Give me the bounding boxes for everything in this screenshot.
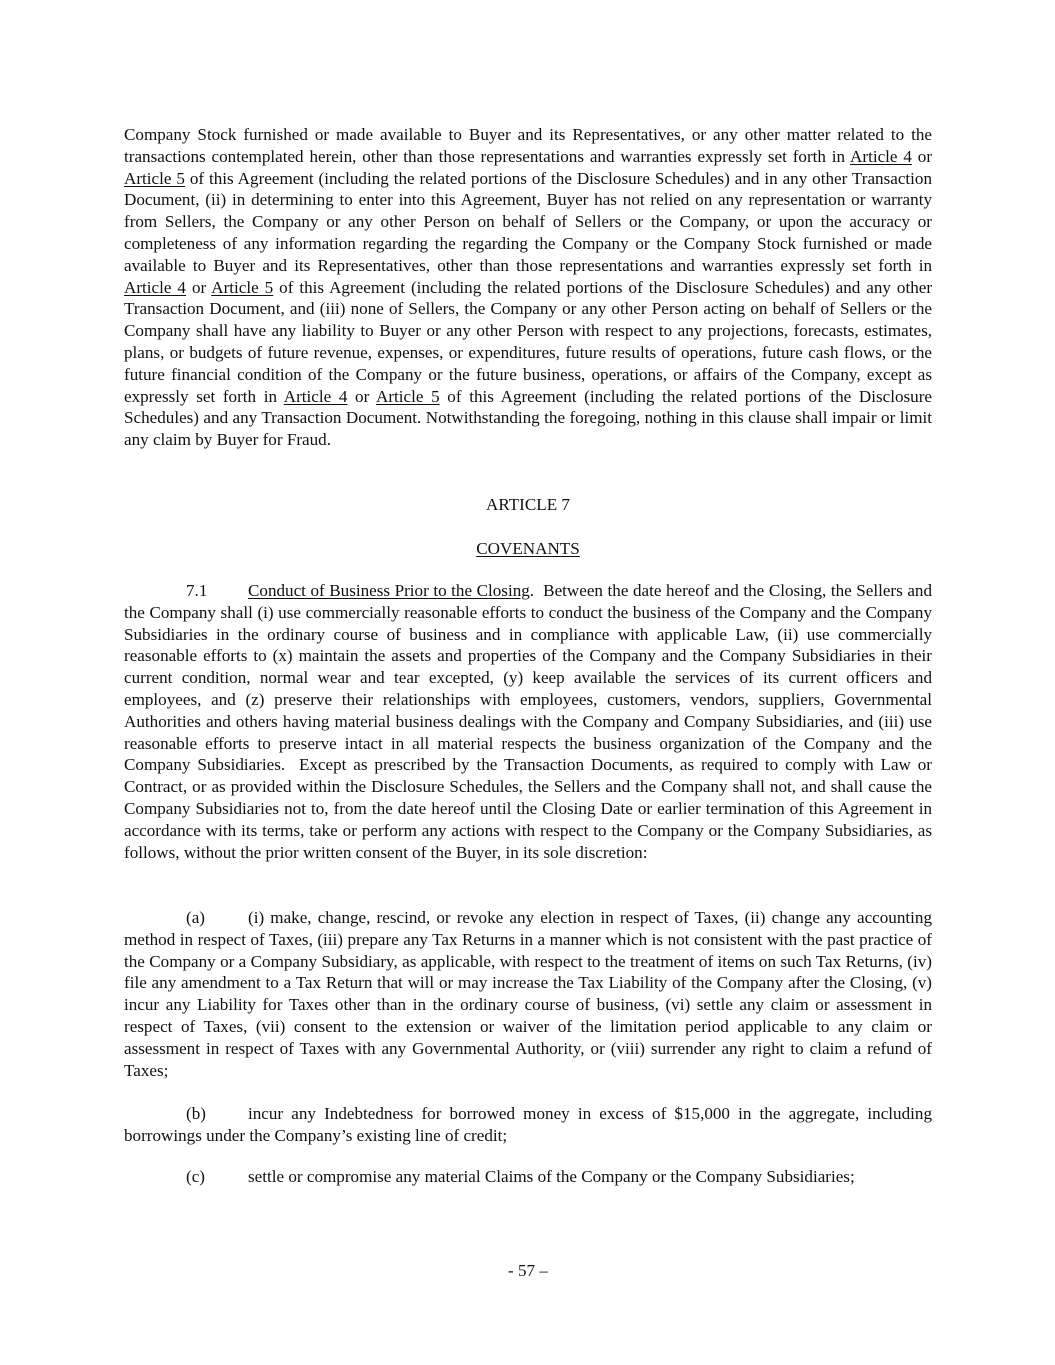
article-number: ARTICLE 7 <box>486 495 570 514</box>
heading-period: . <box>529 581 535 600</box>
article-5-reference: Article 5 <box>376 386 440 406</box>
section-body: Between the date hereof and the Closing, the Sellers and the Company shall (i) use commercially reasonable efforts to conduct the business of the Company and the Company Subsidiaries in the ordinary course of business and in compliance with applicable Law, (ii) use commercially reasonable efforts to (x) maintain the assets and properties of the Company and the Company Subsidiaries in their current condition, normal wear and tear excepted, (y) keep available the services of its current officers and employees, and (z) preserve their relationships with employees, customers, vendors, suppliers, Governmental Authorities and others having material business dealings with the Company and Company Subsidiaries, and (iii) use reasonable efforts to preserve intact in all material respects the business organization of the Company and the Company Subsidiaries. Except as prescribed by the Transaction Documents, as required to comply with Law or Contract, or as provided within the Disclosure Schedules, the Sellers and the Company shall not, and shall cause the Company Subsidiaries not to, from the date hereof until the Closing Date or earlier termination of this Agreement in accordance with its terms, take or perform any actions with respect to the Company or the Company Subsidiaries, as follows, without the prior written consent of the Buyer, in its sole discretion: <box>124 581 937 862</box>
article-4-reference: Article 4 <box>124 277 186 297</box>
text-run: of this Agreement (including the related portions of the Disclosure Schedules) and any other Transaction Document, and (iii) none of Sellers, the Company or any other Person acting on behalf of Sellers or the Company shall have any liability to Buyer or any other Person with respect to any projections, forecasts, estimates, plans, or budgets of future revenue, expenses, or expenditures, future results of operations, future cash flows, or the future financial condition of the Company or the future business, operations, or affairs of the Company, except as expressly set forth in <box>124 277 933 406</box>
section-7-1-paragraph <box>124 580 937 863</box>
text-run: Company Stock furnished or made available to Buyer and its Representatives, or any other matter related to the transactions contemplated herein, other than those representations and warranties expressly set forth in <box>124 125 932 166</box>
section-heading: Conduct of Business Prior to the Closing <box>248 581 530 600</box>
item-text: (i) make, change, rescind, or revoke any election in respect of Taxes, (ii) change any accounting method in respect of Taxes, (iii) prepare any Tax Returns in a manner which is not consistent with the past practice of the Company or a Company Subsidiary, as applicable, with respect to the treatment of items on such Tax Returns, (iv) file any amendment to a Tax Return that will or may increase the Tax Liability of the Company after the Closing, (v) incur any Liability for Taxes other than in the ordinary course of business, (vi) settle any claim or assessment in respect of Taxes, (vii) consent to the extension or waiver of the limitation period applicable to any claim or assessment in respect of Taxes with any Governmental Authority, or (viii) surrender any right to claim a refund of Taxes; <box>124 908 932 1080</box>
text-run: or <box>911 146 933 166</box>
section-number: 7.1 <box>186 581 208 600</box>
item-label: (a) <box>186 908 205 927</box>
article-title <box>124 538 932 560</box>
article-title-text: COVENANTS <box>476 539 580 558</box>
item-c-paragraph <box>124 1166 932 1188</box>
text-run: of this Agreement (including the related portions of the Disclosure Schedules) and any Transaction Document. Notwithstanding the foregoing, nothing in this clause shall impair or limit any claim by Buyer for Fraud. <box>124 386 932 450</box>
item-label: (c) <box>186 1167 205 1186</box>
page-number: - 57 – <box>508 1261 548 1280</box>
text-run: of this Agreement (including the related portions of the Disclosure Schedules) and in any other Transaction Document, (ii) in determining to enter into this Agreement, Buyer has not relied on any representation or warranty from Sellers, the Company or any other Person on behalf of Sellers or the Company, or upon the accuracy or completeness of any information regarding the regarding the Company or the Company Stock furnished or made available to Buyer and its Representatives, other than those representations and warranties expressly set forth in <box>124 168 932 275</box>
text-run: or <box>347 386 376 406</box>
item-text: settle or compromise any material Claims of the Company or the Company Subsidiaries; <box>248 1167 855 1186</box>
article-4-reference: Article 4 <box>283 386 348 406</box>
item-text: incur any Indebtedness for borrowed money in excess of $15,000 in the aggregate, including borrowings under the Company’s existing line of credit; <box>124 1104 932 1145</box>
article-5-reference: Article 5 <box>124 168 185 188</box>
article-4-reference: Article 4 <box>850 146 912 166</box>
article-5-reference: Article 5 <box>211 277 274 297</box>
continuation-paragraph <box>124 124 932 451</box>
item-a-paragraph <box>124 907 932 1081</box>
item-b-paragraph <box>124 1103 932 1147</box>
text-run: or <box>185 277 212 297</box>
item-label: (b) <box>186 1104 206 1123</box>
